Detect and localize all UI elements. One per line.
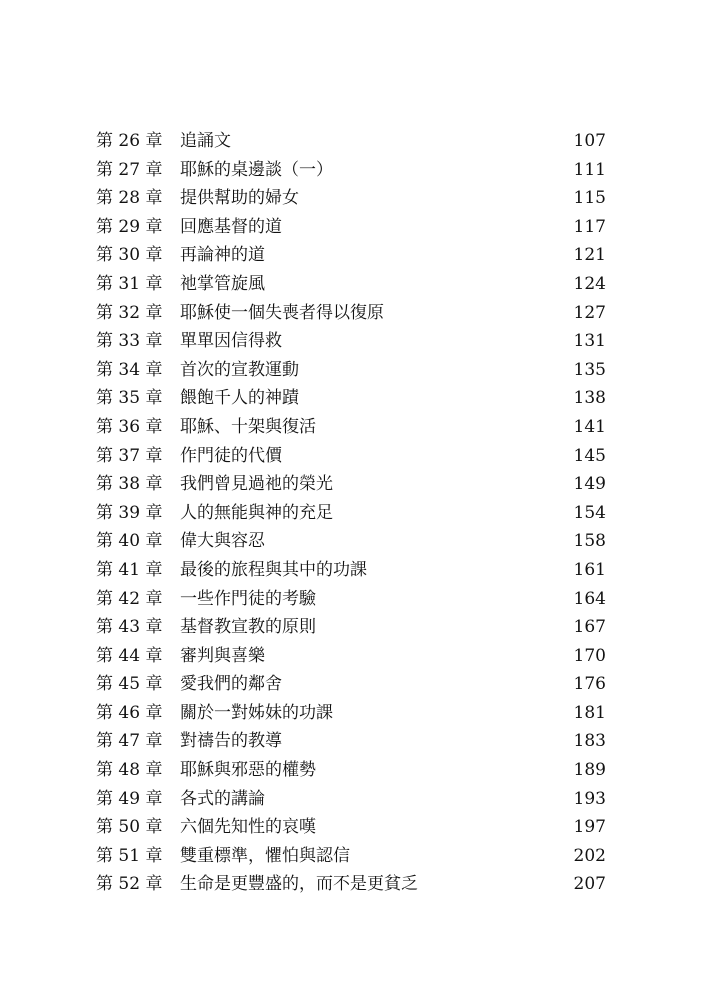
- chapter-title: 基督教宣教的原則: [180, 617, 316, 638]
- chapter-title: 首次的宣教運動: [180, 359, 299, 380]
- chapter-number: 第 35 章: [96, 388, 163, 409]
- toc-entry[interactable]: [0, 356, 714, 385]
- page-number: 149: [573, 474, 606, 495]
- chapter-number: 第 40 章: [96, 531, 163, 552]
- page-number: 111: [573, 159, 606, 180]
- toc-entry[interactable]: [0, 470, 714, 499]
- chapter-title: 提供幫助的婦女: [180, 188, 299, 209]
- page-number: 138: [573, 388, 606, 409]
- chapter-number: 第 44 章: [96, 645, 163, 666]
- page-number: 131: [573, 331, 606, 352]
- chapter-title: 雙重標準，懼怕與認信: [180, 845, 350, 866]
- page-number: 167: [573, 617, 606, 638]
- toc-entry[interactable]: [0, 156, 714, 185]
- chapter-number: 第 50 章: [96, 817, 163, 838]
- page-number: 117: [573, 216, 606, 237]
- chapter-title: 偉大與容忍: [180, 531, 265, 552]
- chapter-number: 第 36 章: [96, 416, 163, 437]
- page-number: 145: [573, 445, 606, 466]
- chapter-number: 第 41 章: [96, 559, 163, 580]
- page-number: 170: [573, 645, 606, 666]
- chapter-title: 再論神的道: [180, 245, 265, 266]
- page-number: 193: [573, 788, 606, 809]
- chapter-title: 各式的講論: [180, 788, 265, 809]
- page-number: 207: [573, 874, 606, 895]
- toc-entry[interactable]: [0, 270, 714, 299]
- chapter-title: 愛我們的鄰舍: [180, 674, 282, 695]
- chapter-number: 第 26 章: [96, 131, 163, 151]
- chapter-number: 第 46 章: [96, 702, 163, 723]
- chapter-number: 第 37 章: [96, 445, 163, 466]
- page-number: 141: [573, 416, 606, 437]
- chapter-number: 第 34 章: [96, 359, 163, 380]
- chapter-title: 追誦文: [180, 131, 231, 151]
- chapter-title: 對禱告的教導: [180, 731, 282, 752]
- toc-entry[interactable]: [0, 756, 714, 785]
- toc-entry[interactable]: [0, 842, 714, 871]
- chapter-number: 第 31 章: [96, 273, 163, 294]
- chapter-title: 生命是更豐盛的，而不是更貧乏: [180, 874, 418, 895]
- chapter-number: 第 51 章: [96, 845, 163, 866]
- chapter-title: 祂掌管旋風: [180, 273, 265, 294]
- toc-entry[interactable]: [0, 699, 714, 728]
- chapter-title: 回應基督的道: [180, 216, 282, 237]
- page-number: 164: [573, 588, 606, 609]
- toc-entry[interactable]: [0, 442, 714, 471]
- page-number: 161: [573, 559, 606, 580]
- toc-entry[interactable]: [0, 299, 714, 328]
- chapter-title: 作門徒的代價: [180, 445, 282, 466]
- chapter-number: 第 49 章: [96, 788, 163, 809]
- chapter-number: 第 48 章: [96, 760, 163, 781]
- toc-entry[interactable]: [0, 499, 714, 528]
- page-number: 115: [573, 188, 606, 209]
- chapter-number: 第 45 章: [96, 674, 163, 695]
- toc-entry[interactable]: [0, 556, 714, 585]
- toc-entry[interactable]: [0, 585, 714, 614]
- chapter-number: 第 28 章: [96, 188, 163, 209]
- toc-entry[interactable]: [0, 327, 714, 356]
- chapter-number: 第 52 章: [96, 874, 163, 895]
- chapter-number: 第 30 章: [96, 245, 163, 266]
- chapter-title: 單單因信得救: [180, 331, 282, 352]
- chapter-title: 一些作門徒的考驗: [180, 588, 316, 609]
- chapter-title: 耶穌的桌邊談（一）: [180, 159, 333, 180]
- toc-entry[interactable]: [0, 213, 714, 242]
- chapter-title: 餵飽千人的神蹟: [180, 388, 299, 409]
- chapter-title: 耶穌、十架與復活: [180, 416, 316, 437]
- toc-entry[interactable]: [0, 241, 714, 270]
- page-number: 183: [573, 731, 606, 752]
- chapter-title: 關於一對姊妹的功課: [180, 702, 333, 723]
- toc-entry[interactable]: [0, 184, 714, 213]
- toc-entry[interactable]: [0, 413, 714, 442]
- toc-entry[interactable]: [0, 527, 714, 556]
- chapter-number: 第 27 章: [96, 159, 163, 180]
- toc-entry[interactable]: [0, 813, 714, 842]
- chapter-title: 審判與喜樂: [180, 645, 265, 666]
- chapter-title: 耶穌與邪惡的權勢: [180, 760, 316, 781]
- toc-entry[interactable]: [0, 727, 714, 756]
- page-number: 197: [573, 817, 606, 838]
- page-number: 107: [573, 131, 606, 151]
- chapter-title: 六個先知性的哀嘆: [180, 817, 316, 838]
- page-number: 121: [573, 245, 606, 266]
- page-number: 181: [573, 702, 606, 723]
- chapter-number: 第 32 章: [96, 302, 163, 323]
- page-number: 189: [573, 760, 606, 781]
- toc-entry[interactable]: [0, 384, 714, 413]
- toc-entry[interactable]: [0, 613, 714, 642]
- chapter-number: 第 29 章: [96, 216, 163, 237]
- page-number: 135: [573, 359, 606, 380]
- toc-entry[interactable]: [0, 785, 714, 814]
- page-number: 124: [573, 273, 606, 294]
- chapter-title: 耶穌使一個失喪者得以復原: [180, 302, 384, 323]
- table-of-contents: [0, 127, 714, 899]
- chapter-title: 我們曾見過祂的榮光: [180, 474, 333, 495]
- chapter-number: 第 42 章: [96, 588, 163, 609]
- toc-entry[interactable]: [0, 870, 714, 899]
- page-number: 127: [573, 302, 606, 323]
- toc-entry[interactable]: [0, 642, 714, 671]
- toc-entry[interactable]: [0, 670, 714, 699]
- chapter-title: 人的無能與神的充足: [180, 502, 333, 523]
- chapter-number: 第 38 章: [96, 474, 163, 495]
- chapter-number: 第 43 章: [96, 617, 163, 638]
- chapter-title: 最後的旅程與其中的功課: [180, 559, 367, 580]
- page-number: 158: [573, 531, 606, 552]
- page-number: 154: [573, 502, 606, 523]
- page-number: 176: [573, 674, 606, 695]
- chapter-number: 第 47 章: [96, 731, 163, 752]
- page-number: 202: [573, 845, 606, 866]
- toc-entry[interactable]: [0, 127, 714, 156]
- chapter-number: 第 39 章: [96, 502, 163, 523]
- chapter-number: 第 33 章: [96, 331, 163, 352]
